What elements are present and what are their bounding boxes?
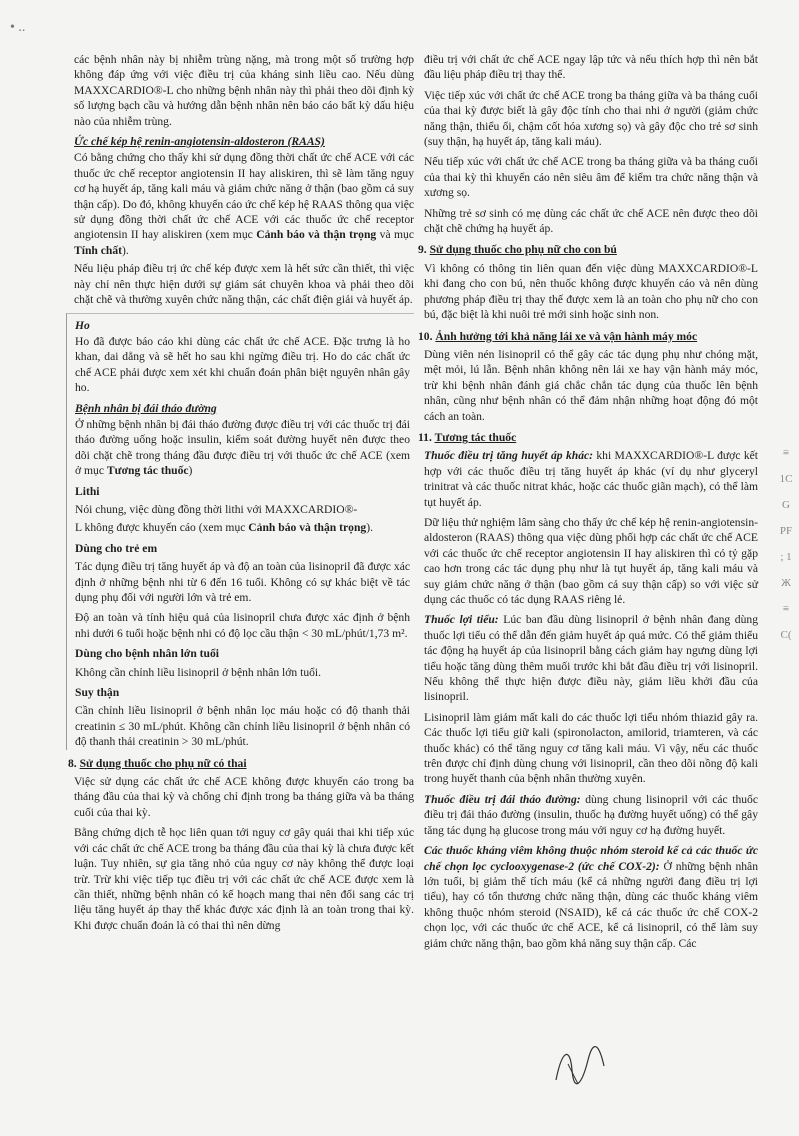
paragraph: Tác dụng điều trị tăng huyết áp và độ an toàn của lisinopril đã được xác định ở những bệnh nhi từ 6 đến 16 tuổi. Không có sự khác biệt về tác dụng phụ đối với người lớn và trẻ em.: [75, 560, 410, 604]
scan-artifact: • ..: [10, 20, 26, 35]
paragraph: Lisinopril làm giảm mất kali do các thuốc lợi tiểu nhóm thiazid gây ra. Các thuốc lợi tiểu giữ kali (spironolacton, amilorid, triamteren, và các thuốc khác) có thể tăng nguy cơ tăng kali máu. Vì vậy, nếu các thuốc trên được chỉ định dùng chung với lisinopril, cần theo dõi nồng độ kali trong huyết thanh của bệnh nhân thường xuyên.: [424, 710, 758, 786]
margin-mark: C(: [780, 629, 792, 641]
section-10-heading: 10. Ảnh hưởng tới khả năng lái xe và vận hành máy móc: [418, 329, 698, 343]
paragraph: Dữ liệu thử nghiệm lâm sàng cho thấy ức chế kép hệ renin-angiotensin-aldosteron (RAAS) thông qua việc dùng phối hợp các chất ức chế ACE với các thuốc ức chế receptor angiotensin II hay aliskiren thì có tỷ gặp cao hơn trong các tác dụng phụ như là tụt huyết áp, tăng kali máu và suy giảm chức năng ở thận (bao gồm cả suy thận cấp) so với việc sử dụng các thuốc có tác dụng RAAS riêng lẻ.: [424, 515, 758, 606]
paragraph: L không được khuyến cáo (xem mục Cảnh báo và thận trọng).: [75, 521, 373, 535]
margin-marks: [774, 440, 798, 648]
cough-section: [66, 313, 414, 750]
paragraph: Thuốc lợi tiểu: Lúc ban đầu dùng lisinopril ở bệnh nhân đang dùng thuốc lợi tiểu có thể dẫn đến giảm huyết áp quá mức. Có thể giảm thiểu tác động hạ huyết áp của lisinopril bằng cách giảm hay ngưng dùng lợi tiểu hoặc tăng dùng thêm muối trước khi bắt đầu điều trị với lisinopril. Nếu không thể thực hiện được điều này, giảm liều khởi đầu của lisinopril.: [424, 613, 758, 704]
paragraph: Bằng chứng dịch tễ học liên quan tới nguy cơ gây quái thai khi tiếp xúc với các chất ức chế ACE trong ba tháng đầu của thai kỳ là chưa được kết luận. Tuy nhiên, sự gia tăng nhỏ của nguy cơ này không thể được loại trừ. Trừ khi việc tiếp tục điều trị với các chất ức chế ACE được xem là cần thiết, những bệnh nhân có kế hoạch mang thai nên đổi sang các trị liệu tăng huyết áp thay thế khác được xác định là an toàn trong thai kỳ. Khi được chuẩn đoán là có thai thì nên dừng: [74, 826, 414, 932]
paragraph: Có bằng chứng cho thấy khi sử dụng đồng thời chất ức chế ACE với các thuốc ức chế receptor angiotensin II hay aliskiren, thì sẽ làm tăng nguy cơ hạ huyết áp, tăng kali máu và giảm chức năng ở thận (bao gồm cả suy thận cấp). Do đó, không khuyến cáo ức chế kép hệ RAAS thông qua việc sử dụng đồng thời chất ức chế ACE với các thuốc ức chế receptor angiotensin II hay aliskiren (xem mục Cảnh báo và thận trọng và mục Tính chất).: [74, 151, 414, 257]
margin-mark: Ж: [781, 577, 791, 589]
margin-mark: G: [782, 499, 790, 511]
signature-scribble: [548, 1040, 608, 1088]
ref-interactions: Tương tác thuốc: [106, 464, 189, 478]
lead-diuretics: Thuốc lợi tiểu:: [424, 613, 499, 627]
paragraph: Ở những bệnh nhân bị đái tháo đường được điều trị với các thuốc trị đái tháo đường uống hoặc insulin, kiểm soát đường huyết nên được theo dõi chặt chẽ trong tháng đầu được điều trị với thuốc ức chế ACE (xem ở mục Tương tác thuốc): [75, 417, 410, 478]
margin-mark: PF: [779, 525, 793, 537]
paragraph: Những trẻ sơ sinh có mẹ dùng các chất ức chế ACE nên được theo dõi chặt chẽ chứng hạ huyết áp.: [424, 206, 758, 236]
paragraph: các bệnh nhân này bị nhiễm trùng nặng, mà trong một số trường hợp không đáp ứng với việc điều trị của kháng sinh liều cao. Nếu dùng MAXXCARDIO®-L cho những bệnh nhân này thì phải theo dõi định kỳ số lượng bạch cầu và hướng dẫn bệnh nhân nên báo cáo bất kỳ dấu hiệu nào của nhiễm trùng.: [74, 53, 414, 128]
paragraph: Việc sử dụng các chất ức chế ACE không được khuyến cáo trong ba tháng đầu của thai kỳ và chống chỉ định trong ba tháng giữa và ba tháng cuối của thai kỳ.: [74, 775, 414, 819]
paragraph: Vì không có thông tin liên quan đến việc dùng MAXXCARDIO®-L khi đang cho con bú, nên thuốc không được khuyến cáo và nên dùng phương pháp điều trị thay thế được xem là an toàn cho phụ nữ cho con bú, đặc biệt là khi nuôi trẻ mới sinh hoặc sinh non.: [424, 261, 758, 322]
lead-antidiabetics: Thuốc điều trị đái tháo đường:: [424, 792, 581, 806]
paragraph: Cần chỉnh liều lisinopril ở bệnh nhân lọc máu hoặc có độ thanh thải creatinin ≤ 30 mL/phút. Không cần chỉnh liều lisinopril ở bệnh nhân có độ thanh thải creatinin > 30 mL/phút.: [75, 704, 410, 749]
subheading-diabetes: Bệnh nhân bị đái tháo đường: [75, 401, 217, 415]
paragraph: Nói chung, việc dùng đồng thời lithi với MAXXCARDIO®-: [75, 502, 358, 516]
left-column: [68, 52, 414, 938]
paragraph: Các thuốc kháng viêm không thuộc nhóm steroid kể cả các thuốc ức chế chọn lọc cyclooxygenase-2 (ức chế COX-2): Ở những bệnh nhân lớn tuổi, bị giảm thể tích máu (kể cả những người đang điều trị lợi tiểu), hay có tổn thương chức năng thận, dùng các thuốc kháng viêm không thuộc nhóm steroid (NSAID), kể cả các thuốc ức chế COX-2 chọn lọc, với các thuốc ức chế ACE, kể cả lisinopril, có thể làm suy giảm chức năng thận, bao gồm khả năng suy thận cấp. Các: [424, 844, 758, 950]
paragraph: Không cần chỉnh liều lisinopril ở bệnh nhân lớn tuổi.: [75, 665, 322, 679]
margin-mark: ≡: [782, 447, 790, 459]
subheading-renal: Suy thận: [75, 686, 120, 700]
lead-nsaids: Các thuốc kháng viêm không thuộc nhóm steroid kể cả các thuốc ức chế chọn lọc cyclooxygenase-2 (ức chế COX-2):: [424, 844, 758, 873]
paragraph: Thuốc điều trị tăng huyết áp khác: khi MAXXCARDIO®-L được kết hợp với các thuốc điều trị tăng huyết áp khác (ví dụ như glyceryl trinitrat và các thuốc nitrat khác, hoặc các thuốc giãn mạch), có thể làm tụt huyết áp.: [424, 449, 758, 509]
margin-mark: ; 1: [780, 551, 792, 563]
section-11-heading: 11. Tương tác thuốc: [418, 430, 517, 444]
ref-warnings: Cảnh báo và thận trọng: [256, 228, 377, 242]
subheading-children: Dùng cho trẻ em: [75, 541, 158, 555]
subheading-raas: Ức chế kép hệ renin-angiotensin-aldosteron (RAAS): [74, 135, 325, 149]
subheading-cough: Ho: [75, 318, 90, 332]
subheading-elderly: Dùng cho bệnh nhân lớn tuổi: [75, 647, 219, 661]
paragraph: Việc tiếp xúc với chất ức chế ACE trong ba tháng giữa và ba tháng cuối của thai kỳ được biết là gây độc tính cho thai nhi ở người (giảm chức năng thận, thiểu ối, chậm cốt hóa xương sọ) và gây độc cho trẻ sơ sinh (suy thận, hạ huyết áp, tăng kali máu).: [424, 88, 758, 149]
section-8-heading: 8. Sử dụng thuốc cho phụ nữ có thai: [68, 756, 247, 770]
subheading-lithium: Lithi: [75, 484, 100, 498]
paragraph: Nếu liệu pháp điều trị ức chế kép được xem là hết sức cần thiết, thì việc này chỉ nên thực hiện dưới sự giám sát chuyên khoa và phải theo dõi chặt chẽ và thường xuyên chức năng thận, các chất điện giải và huyết áp.: [74, 262, 414, 307]
paragraph: Thuốc điều trị đái tháo đường: dùng chung lisinopril với các thuốc điều trị đái tháo đường (insulin, thuốc hạ đường huyết uống) có thể gây tăng tác dụng hạ glucose trong máu với nguy cơ hạ đường huyết.: [424, 792, 758, 837]
right-column: [418, 52, 758, 956]
paragraph: Độ an toàn và tính hiệu quả của lisinopril chưa được xác định ở bệnh nhi dưới 6 tuổi hoặc bệnh nhi có độ lọc cầu thận < 30 mL/phút/1,73 m².: [75, 611, 410, 640]
paragraph: điều trị với chất ức chế ACE ngay lập tức và nếu thích hợp thì nên bắt đầu liệu pháp điều trị thay thế.: [424, 53, 758, 82]
paragraph: Ho đã được báo cáo khi dùng các chất ức chế ACE. Đặc trưng là ho khan, dai dẳng và sẽ hết ho sau khi ngừng điều trị. Ho do các chất ức chế ACE phải được xem xét khi chuẩn đoán phân biệt nguyên nhân gây ho.: [75, 334, 410, 395]
margin-mark: 1C: [779, 473, 793, 485]
paragraph: Dùng viên nén lisinopril có thể gây các tác dụng phụ như chóng mặt, mệt mỏi, lú lẫn. Bệnh nhân không nên lái xe hay vận hành máy móc, trừ khi bệnh nhân đánh giá chắc chắn tác dụng của thuốc lên bệnh nhân, cũng như bệnh nhân có thể đảm nhận những hoạt động đó một cách an toàn.: [424, 347, 758, 423]
section-9-heading: 9. Sử dụng thuốc cho phụ nữ cho con bú: [418, 243, 617, 257]
paragraph: Nếu tiếp xúc với chất ức chế ACE trong ba tháng giữa và ba tháng cuối của thai kỳ thì khuyến cáo nên siêu âm để kiểm tra chức năng thận và xương sọ.: [424, 155, 758, 200]
margin-mark: ≡: [782, 603, 790, 615]
ref-properties: Tính chất: [74, 243, 122, 257]
ref-warnings: Cảnh báo và thận trọng: [248, 521, 367, 535]
lead-antihypertensive: Thuốc điều trị tăng huyết áp khác:: [424, 449, 593, 463]
